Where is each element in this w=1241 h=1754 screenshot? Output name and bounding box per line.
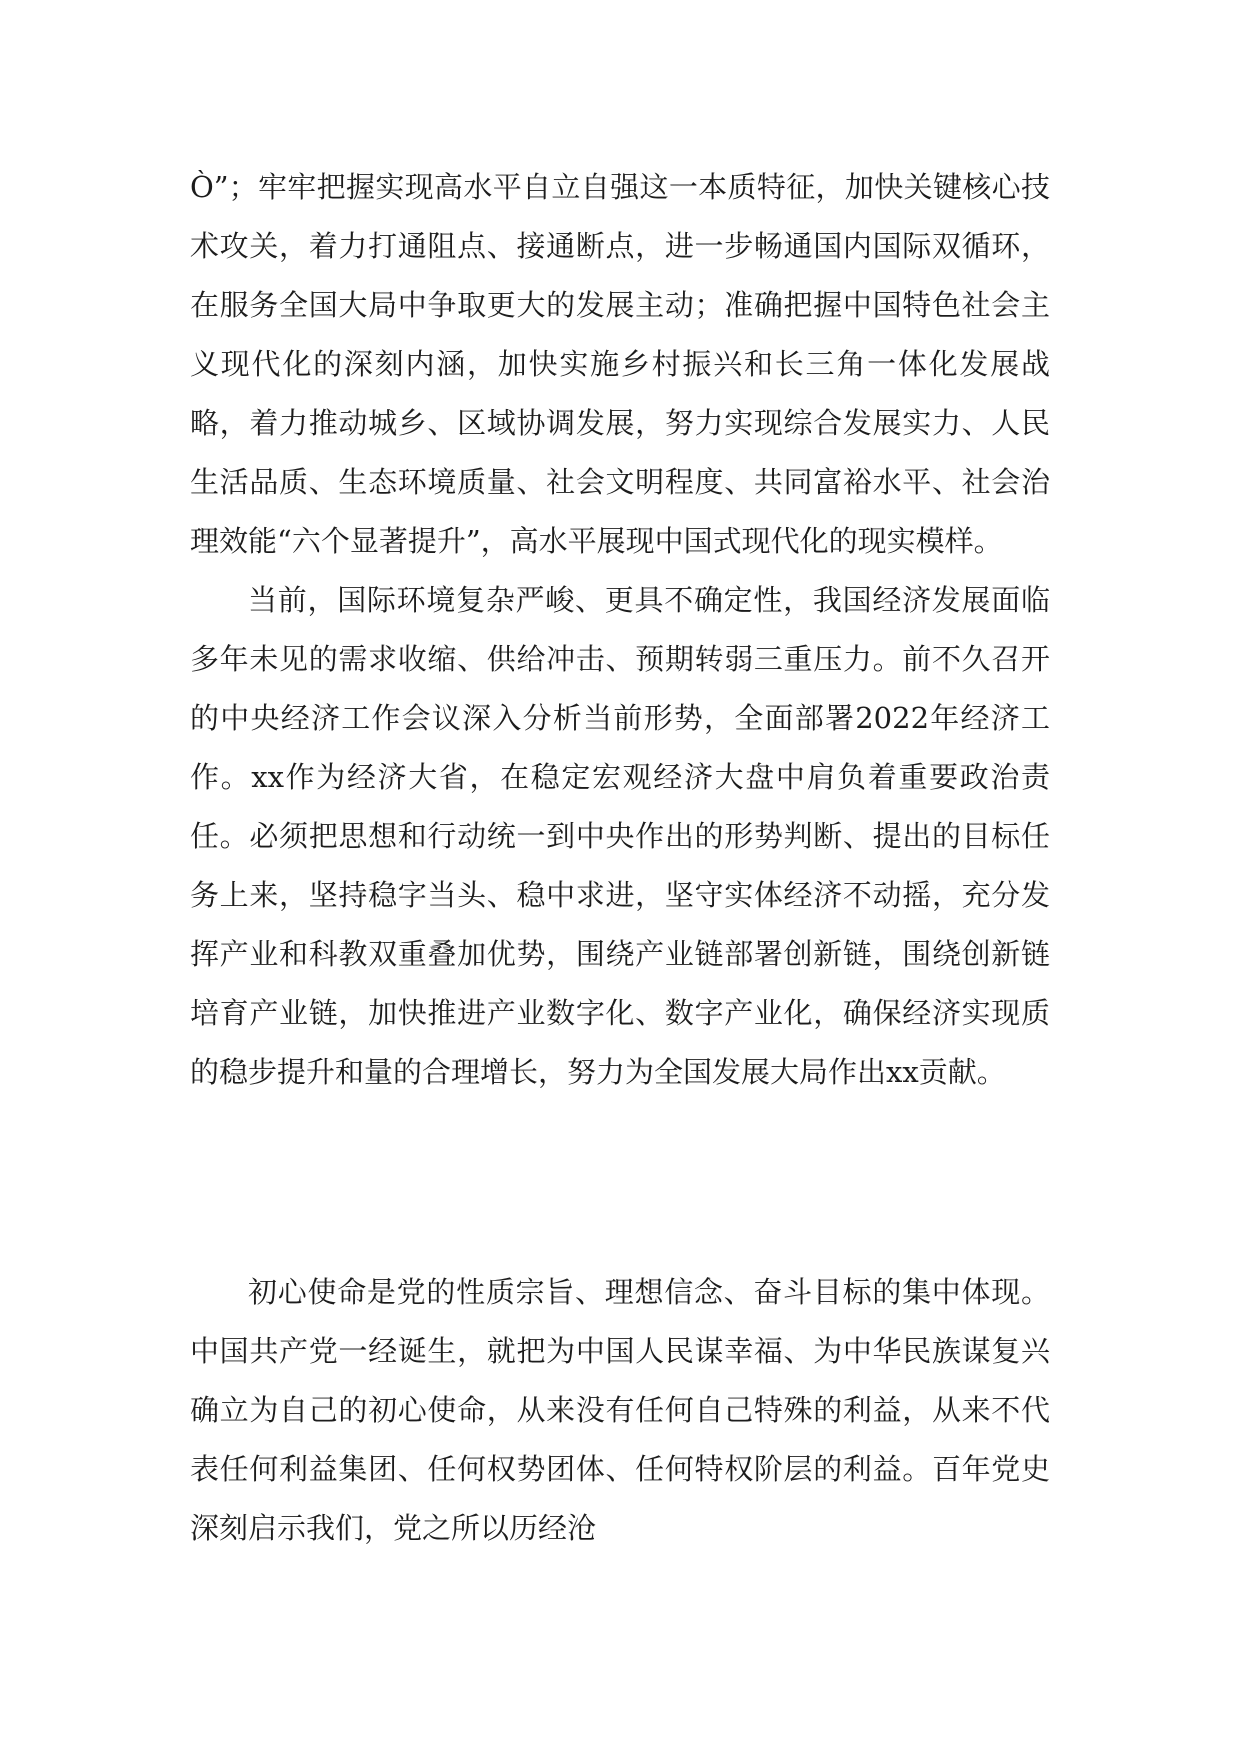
paragraph-economy: 当前，国际环境复杂严峻、更具不确定性，我国经济发展面临多年未见的需求收缩、供给冲击、预期转弱三重压力。前不久召开的中央经济工作会议深入分析当前形势，全面部署2022年经济工作。xx作为经济大省，在稳定宏观经济大盘中肩负着重要政治责任。必须把思想和行动统一到中央作出的形势判断、提出的目标任务上来，坚持稳字当头、稳中求进，坚守实体经济不动摇，充分发挥产业和科教双重叠加优势，围绕产业链部署创新链，围绕创新链培育产业链，加快推进产业数字化、数字产业化，确保经济实现质的稳步提升和量的合理增长，努力为全国发展大局作出xx贡献。: [190, 583, 1050, 1089]
text-block-upper: [190, 158, 1050, 1102]
paragraph-continuation: Ò”；牢牢把握实现高水平自立自强这一本质特征，加快关键核心技术攻关，着力打通阻点、接通断点，进一步畅通国内国际双循环，在服务全国大局中争取更大的发展主动；准确把握中国特色社会主义现代化的深刻内涵，加快实施乡村振兴和长三角一体化发展战略，着力推动城乡、区域协调发展，努力实现综合发展实力、人民生活品质、生态环境质量、社会文明程度、共同富裕水平、社会治理效能“六个显著提升”，高水平展现中国式现代化的现实模样。: [190, 170, 1050, 558]
paragraph-mission: 初心使命是党的性质宗旨、理想信念、奋斗目标的集中体现。中国共产党一经诞生，就把为中国人民谋幸福、为中华民族谋复兴确立为自己的初心使命，从来没有任何自己特殊的利益，从来不代表任何利益集团、任何权势团体、任何特权阶层的利益。百年党史深刻启示我们，党之所以历经沧: [190, 1275, 1050, 1545]
text-block-lower: [190, 1263, 1050, 1558]
